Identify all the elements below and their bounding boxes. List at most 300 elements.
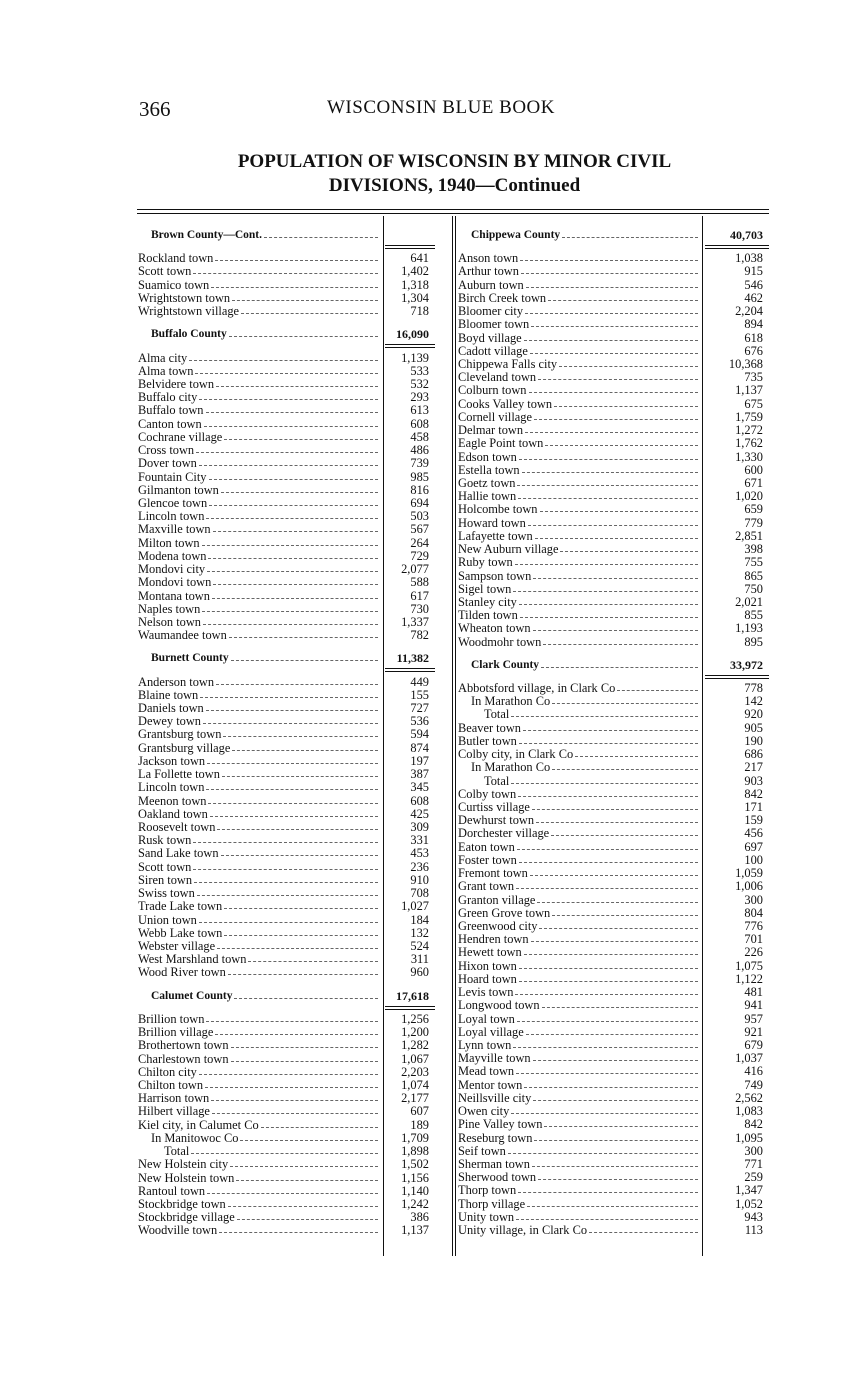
population-value: 2,021 [735, 594, 763, 609]
leader-dots [209, 497, 378, 506]
population-value: 155 [410, 687, 429, 702]
division-name [458, 1079, 698, 1092]
population-value: 100 [744, 852, 763, 867]
division-name [458, 973, 698, 986]
division-name-text: Total [484, 774, 510, 788]
leader-dots [224, 431, 378, 440]
division-name [138, 391, 378, 404]
table-row [458, 854, 763, 867]
table-row [458, 1118, 763, 1131]
leader-dots [215, 252, 378, 261]
population-value: 641 [410, 251, 429, 266]
table-row [138, 781, 429, 794]
population-value: 16,090 [396, 327, 429, 342]
population-value: 600 [744, 462, 763, 477]
division-name-text: Clark County [471, 658, 540, 671]
division-name-text: West Marshland town [138, 953, 247, 967]
leader-dots [524, 946, 698, 955]
division-name-text: New Auburn village [458, 543, 559, 557]
table-row [458, 920, 763, 933]
division-name [138, 1119, 378, 1132]
population-value: 1,337 [401, 614, 429, 629]
division-name [458, 583, 698, 596]
leader-dots [193, 265, 378, 274]
division-name [138, 1013, 378, 1026]
division-name [138, 590, 378, 603]
division-name [138, 953, 378, 966]
leader-dots [199, 391, 378, 400]
population-value: 1,067 [401, 1051, 429, 1066]
division-name [458, 543, 698, 556]
county-heading [138, 328, 429, 341]
table-row [458, 1184, 763, 1197]
division-name-text: Buffalo city [138, 391, 198, 405]
table-row [458, 708, 763, 721]
table-row [458, 543, 763, 556]
division-name [138, 378, 378, 391]
leader-dots [534, 411, 698, 420]
leader-dots [552, 761, 698, 770]
division-name-text: Belvidere town [138, 377, 215, 391]
leader-dots [518, 490, 698, 499]
division-name-text: Scott town [138, 860, 192, 874]
division-name-text: Webster village [138, 940, 216, 953]
division-name-text: Grantsburg village [138, 741, 231, 755]
table-row [138, 702, 429, 715]
leader-dots [617, 682, 698, 691]
population-value: 749 [744, 1077, 763, 1092]
leader-dots [536, 814, 698, 823]
division-name-text: Kiel city, in Calumet Co [138, 1118, 259, 1132]
division-name [458, 894, 698, 907]
table-row [138, 457, 429, 470]
population-value: 1,402 [401, 264, 429, 279]
division-name-text: Birch Creek town [458, 291, 547, 305]
leader-dots [193, 834, 378, 843]
population-value: 2,562 [735, 1090, 763, 1105]
population-value: 524 [410, 939, 429, 953]
population-value: 453 [410, 846, 429, 861]
division-name [138, 365, 378, 378]
leader-dots [538, 371, 698, 380]
leader-dots [211, 279, 378, 288]
population-value: 617 [410, 588, 429, 603]
population-value: 33,972 [730, 657, 763, 672]
division-name-text: Levis town [458, 986, 514, 1000]
division-name-text: Rantoul town [138, 1184, 206, 1198]
division-name [138, 927, 378, 940]
leader-dots [206, 702, 378, 711]
division-name-text: Longwood town [458, 999, 540, 1013]
population-value: 895 [744, 634, 763, 649]
county-heading [458, 229, 763, 242]
leader-dots [212, 590, 378, 599]
column-divider-center [452, 216, 453, 1256]
division-name [458, 437, 698, 450]
leader-dots [261, 1119, 378, 1128]
total-rule [385, 1009, 435, 1010]
division-name [138, 457, 378, 470]
division-name-text: Modena town [138, 549, 207, 563]
table-row [458, 682, 763, 695]
division-name [138, 1224, 378, 1237]
leader-dots [215, 1026, 378, 1035]
division-name [471, 695, 698, 708]
total-rule [385, 344, 435, 345]
county-heading [138, 652, 429, 665]
county-heading [138, 990, 429, 1003]
population-value: 1,256 [401, 1011, 429, 1026]
table-row [458, 933, 763, 946]
division-name-text: Calumet County [151, 989, 233, 1002]
leader-dots [520, 609, 698, 618]
table-row [458, 556, 763, 569]
county-heading [138, 229, 429, 242]
population-value: 727 [410, 701, 429, 716]
division-name-text: Harrison town [138, 1092, 210, 1106]
leader-dots [552, 907, 698, 916]
leader-dots [211, 1092, 378, 1101]
population-value: 782 [410, 628, 429, 643]
division-name [458, 1171, 698, 1184]
division-name [458, 636, 698, 649]
population-value: 1,898 [401, 1144, 429, 1159]
table-row [138, 537, 429, 550]
division-name-text: Goetz town [458, 476, 516, 490]
division-name [138, 444, 378, 457]
table-row [138, 497, 429, 510]
population-value: 197 [410, 753, 429, 768]
population-value: 697 [744, 839, 763, 854]
leader-dots [229, 629, 378, 638]
table-row [458, 490, 763, 503]
division-name [138, 616, 378, 629]
division-name-text: Fremont town [458, 867, 528, 881]
division-name-text: Grant town [458, 880, 515, 894]
leader-dots [229, 328, 378, 337]
population-value: 1,137 [735, 383, 763, 398]
division-name [138, 471, 378, 484]
population-value: 676 [744, 343, 763, 358]
table-row [458, 1105, 763, 1118]
division-name-text: Wheaton town [458, 622, 531, 636]
population-value: 171 [744, 800, 763, 815]
division-name-text: Ruby town [458, 556, 513, 570]
table-row [458, 477, 763, 490]
division-name [138, 874, 378, 887]
table-row [138, 352, 429, 365]
leader-dots [522, 464, 698, 473]
population-value: 941 [744, 998, 763, 1013]
table-row [458, 1065, 763, 1078]
division-name [458, 371, 698, 384]
population-value: 855 [744, 608, 763, 623]
leader-dots [206, 404, 378, 413]
division-name [138, 821, 378, 834]
population-value: 217 [744, 760, 763, 775]
table-row [458, 1052, 763, 1065]
leader-dots [543, 636, 698, 645]
table-row [458, 1039, 763, 1052]
population-value: 905 [744, 720, 763, 735]
division-name-text: Daniels town [138, 702, 204, 716]
table-row [458, 583, 763, 596]
population-value: 533 [410, 363, 429, 378]
table-row [138, 676, 429, 689]
leader-dots [519, 973, 698, 982]
division-name-text: Scott town [138, 265, 192, 279]
leader-dots [530, 867, 698, 876]
division-name-text: Lafayette town [458, 529, 533, 543]
table-row [138, 768, 429, 781]
division-name-text: Tilden town [458, 609, 518, 623]
division-name-text: Sherwood town [458, 1171, 537, 1185]
division-name-text: Hilbert village [138, 1105, 210, 1119]
county-heading [458, 659, 763, 672]
division-name-text: La Follette town [138, 768, 220, 782]
population-value: 1,074 [401, 1077, 429, 1092]
division-name [138, 914, 378, 927]
table-row [138, 616, 429, 629]
division-name-text: Boyd village [458, 331, 522, 345]
division-name-text: Neillsville city [458, 1091, 532, 1105]
division-name-text: Burnett County [151, 652, 229, 665]
population-value: 957 [744, 1011, 763, 1026]
leader-dots [538, 1171, 698, 1180]
division-name-text: In Marathon Co [471, 695, 551, 709]
division-name-text: Woodville town [138, 1224, 218, 1238]
population-value: 671 [744, 475, 763, 490]
leader-dots [216, 676, 378, 685]
table-row [458, 345, 763, 358]
leader-dots [525, 424, 698, 433]
leader-dots [529, 384, 699, 393]
table-row [138, 265, 429, 278]
division-name [458, 570, 698, 583]
division-name [138, 404, 378, 417]
leader-dots [195, 365, 378, 374]
division-name-text: Hoard town [458, 972, 517, 986]
division-name-text: Stockbridge town [138, 1197, 226, 1211]
table-title-line2: DIVISIONS, 1940—Continued [328, 175, 581, 196]
population-value: 1,006 [735, 879, 763, 894]
table-row [138, 1145, 429, 1158]
leader-dots [248, 953, 378, 962]
table-row [138, 847, 429, 860]
population-value: 1,083 [735, 1104, 763, 1119]
population-value: 618 [744, 330, 763, 345]
division-name-text: Arthur town [458, 265, 519, 279]
division-name-text: Chilton city [138, 1065, 197, 1079]
leader-dots [205, 1079, 378, 1088]
division-name [138, 1185, 378, 1198]
population-value: 608 [410, 793, 429, 808]
page-number: 366 [139, 97, 171, 121]
division-name-text: Pine Valley town [458, 1118, 543, 1132]
division-name-text: Bloomer town [458, 318, 530, 332]
table-row [138, 1185, 429, 1198]
division-name [458, 999, 698, 1012]
division-name [458, 398, 698, 411]
table-row [138, 378, 429, 391]
division-name [458, 867, 698, 880]
population-value: 264 [410, 535, 429, 550]
leader-dots [231, 1053, 378, 1062]
division-name [458, 735, 698, 748]
division-name [138, 1172, 378, 1185]
leader-dots [517, 477, 698, 486]
division-name [164, 1145, 378, 1158]
division-name [138, 603, 378, 616]
table-row [458, 451, 763, 464]
leader-dots [203, 616, 378, 625]
leader-dots [222, 768, 378, 777]
population-value: 694 [410, 495, 429, 510]
division-name-text: Cross town [138, 444, 195, 458]
leader-dots [524, 332, 698, 341]
table-row [138, 874, 429, 887]
division-name-text: Wrightstown town [138, 291, 231, 305]
population-value: 309 [410, 820, 429, 835]
leader-dots [544, 1118, 698, 1127]
division-name [138, 305, 378, 318]
population-value: 300 [744, 892, 763, 907]
leader-dots [511, 1105, 698, 1114]
population-value: 1,038 [735, 251, 763, 266]
leader-dots [524, 1079, 698, 1088]
table-row [458, 265, 763, 278]
leader-dots [240, 1132, 378, 1141]
table-row [138, 1172, 429, 1185]
division-name-text: Granton village [458, 893, 536, 907]
division-name [458, 279, 698, 292]
leader-dots [212, 1105, 378, 1114]
division-name [138, 900, 378, 913]
population-value: 588 [410, 575, 429, 590]
population-value: 1,095 [735, 1130, 763, 1145]
population-value: 300 [744, 1143, 763, 1158]
population-value: 1,200 [401, 1025, 429, 1040]
division-name [458, 1211, 698, 1224]
table-row [138, 953, 429, 966]
population-value: 718 [410, 304, 429, 319]
table-row [458, 1092, 763, 1105]
division-name-text: Webb Lake town [138, 926, 223, 940]
leader-dots [202, 537, 378, 546]
division-name [458, 1052, 698, 1065]
division-name [471, 659, 698, 672]
leader-dots [191, 1145, 378, 1154]
division-name-text: Auburn town [458, 278, 524, 292]
population-value: 2,177 [401, 1091, 429, 1106]
division-name-text: Seif town [458, 1144, 506, 1158]
population-value: 331 [410, 833, 429, 848]
table-row [458, 384, 763, 397]
division-name [138, 1158, 378, 1171]
division-name [458, 596, 698, 609]
population-value: 159 [744, 813, 763, 828]
leader-dots [559, 358, 698, 367]
division-name-text: Hewett town [458, 946, 522, 960]
population-value: 462 [744, 290, 763, 305]
division-name-text: Oakland town [138, 807, 208, 821]
division-name-text: Swiss town [138, 887, 195, 901]
population-value: 532 [410, 376, 429, 391]
division-name-text: Dover town [138, 457, 197, 471]
table-row [458, 1158, 763, 1171]
division-name-text: Grantsburg town [138, 728, 222, 742]
division-name-text: Meenon town [138, 794, 207, 808]
division-name [458, 1184, 698, 1197]
population-value: 113 [744, 1223, 763, 1238]
population-value: 1,759 [735, 409, 763, 424]
table-row [458, 279, 763, 292]
division-name [138, 537, 378, 550]
division-name-text: Mentor town [458, 1078, 523, 1092]
division-name [138, 702, 378, 715]
table-row [458, 761, 763, 774]
division-name [138, 834, 378, 847]
division-name [138, 1066, 378, 1079]
leader-dots [264, 229, 378, 238]
division-name [138, 1198, 378, 1211]
division-name-text: Roosevelt town [138, 821, 216, 835]
population-value: 486 [410, 443, 429, 458]
division-name-text: Brothertown town [138, 1039, 229, 1053]
table-row [138, 431, 429, 444]
population-value: 11,382 [396, 651, 429, 666]
population-value: 729 [410, 548, 429, 563]
division-name-text: Glencoe town [138, 496, 208, 510]
table-row [138, 576, 429, 589]
population-value: 1,020 [735, 489, 763, 504]
division-name [458, 1145, 698, 1158]
table-row [458, 252, 763, 265]
table-row [138, 1158, 429, 1171]
division-name [151, 990, 378, 1003]
division-name-text: Eaton town [458, 840, 515, 854]
population-value: 613 [410, 403, 429, 418]
table-row [458, 748, 763, 761]
table-row [458, 841, 763, 854]
division-name-text: Suamico town [138, 278, 210, 292]
population-value: 345 [410, 780, 429, 795]
population-value: 1,027 [401, 899, 429, 914]
leader-dots [530, 345, 698, 354]
population-value: 142 [744, 694, 763, 709]
leader-dots [217, 940, 378, 949]
table-row [458, 1224, 763, 1237]
leader-dots [515, 556, 698, 565]
table-row [138, 728, 429, 741]
population-value: 386 [410, 1210, 429, 1225]
total-rule [705, 678, 769, 679]
leader-dots [515, 986, 698, 995]
total-rule [385, 347, 435, 348]
table-row [138, 1224, 429, 1237]
population-value: 10,368 [728, 356, 763, 371]
leader-dots [210, 808, 378, 817]
leader-dots [519, 735, 698, 744]
leader-dots [234, 990, 378, 999]
leader-dots [213, 576, 378, 585]
population-value: 960 [410, 965, 429, 980]
leader-dots [200, 689, 378, 698]
division-name [458, 722, 698, 735]
leader-dots [208, 795, 378, 804]
population-value: 675 [744, 396, 763, 411]
population-value: 1,502 [401, 1157, 429, 1172]
